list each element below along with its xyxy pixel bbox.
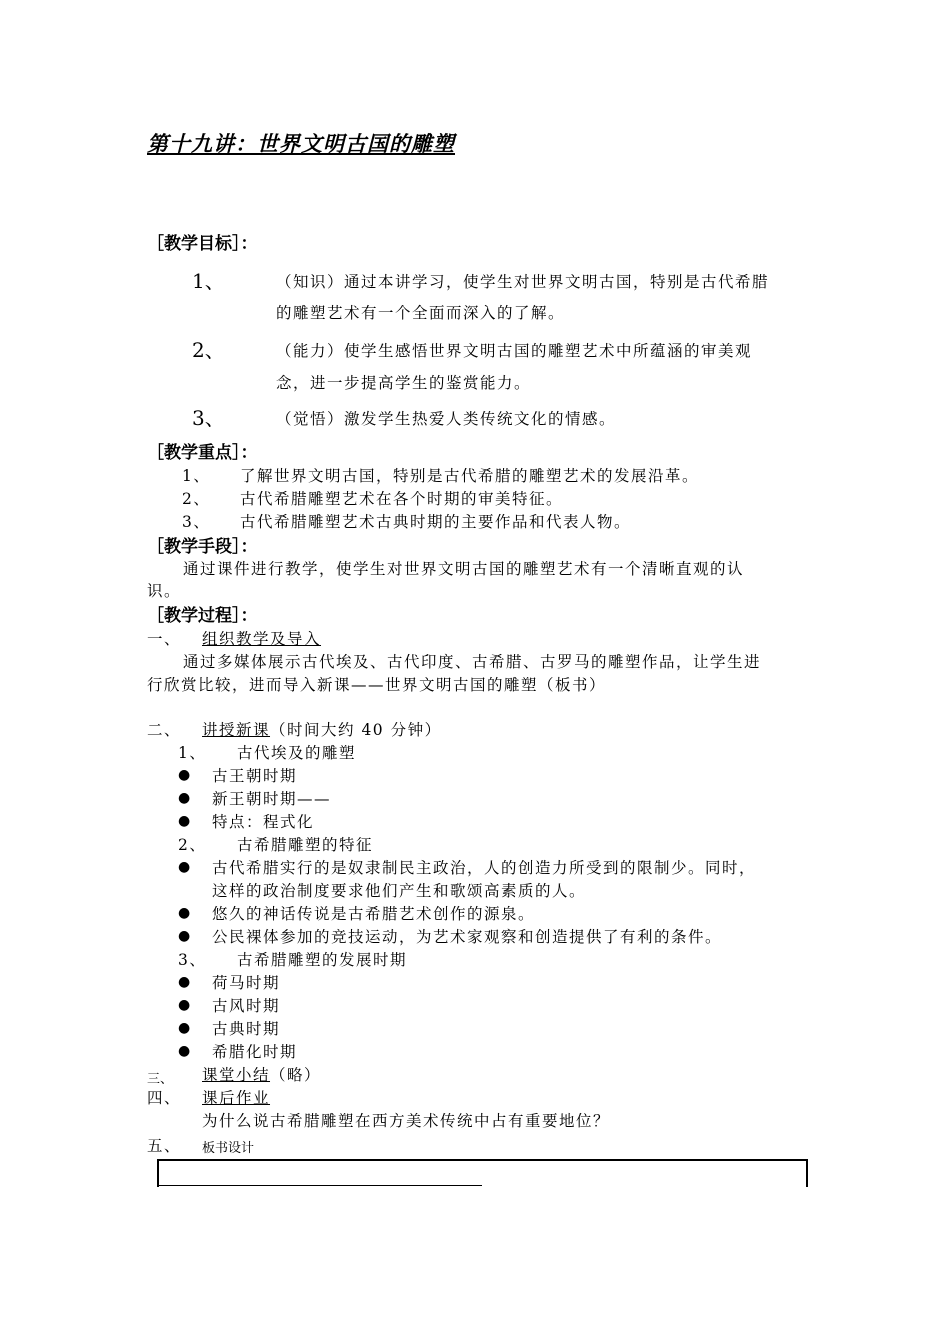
objective-text: （知识）通过本讲学习，使学生对世界文明古国，特别是古代希腊	[276, 273, 770, 291]
keypoint-text: 了解世界文明古国，特别是古代希腊的雕塑艺术的发展沿革。	[240, 467, 700, 485]
section-title: 课后作业	[202, 1089, 271, 1107]
bullet-icon: ●	[178, 928, 191, 944]
page-title: 第十九讲：世界文明古国的雕塑	[147, 131, 455, 156]
keypoint-number: 3、	[182, 513, 211, 531]
section-text: 通过多媒体展示古代埃及、古代印度、古希腊、古罗马的雕塑作品，让学生进	[183, 653, 762, 671]
process-heading: ［教学过程］：	[147, 606, 258, 626]
objective-text: （能力）使学生感悟世界文明古国的雕塑艺术中所蕴涵的审美观	[276, 342, 753, 360]
subsection-number: 3、	[178, 951, 207, 969]
section-number: 一、	[147, 630, 182, 648]
section-title: 板书设计	[202, 1141, 255, 1156]
bullet-text: 特点：程式化	[212, 813, 315, 831]
section-number: 二、	[147, 721, 182, 739]
objectives-heading: ［教学目标］：	[147, 234, 258, 254]
board-design-underline	[157, 1185, 482, 1186]
section-number: 三、	[147, 1072, 174, 1087]
bullet-icon: ●	[178, 997, 191, 1013]
section-text: 为什么说古希腊雕塑在西方美术传统中占有重要地位？	[202, 1112, 611, 1130]
objective-number: 3、	[192, 406, 225, 430]
subsection-title: 古希腊雕塑的特征	[237, 836, 374, 854]
section-title: 组织教学及导入	[202, 630, 322, 648]
section-note: （略）	[270, 1066, 322, 1084]
subsection-number: 2、	[178, 836, 207, 854]
section-title-row	[202, 1064, 321, 1086]
bullet-text: 这样的政治制度要求他们产生和歌颂高素质的人。	[212, 882, 587, 900]
bullet-text: 荷马时期	[212, 974, 281, 992]
objective-number: 1、	[192, 269, 225, 293]
bullet-text: 古风时期	[212, 997, 281, 1015]
keypoint-text: 古代希腊雕塑艺术在各个时期的审美特征。	[240, 490, 564, 508]
methods-heading: ［教学手段］：	[147, 537, 258, 557]
subsection-number: 1、	[178, 744, 207, 762]
keypoint-number: 2、	[182, 490, 211, 508]
keypoint-number: 1、	[182, 467, 211, 485]
bullet-text: 古王朝时期	[212, 767, 298, 785]
bullet-text: 古典时期	[212, 1020, 281, 1038]
bullet-text: 新王朝时期——	[212, 790, 332, 808]
section-number: 五、	[147, 1137, 182, 1155]
section-number: 四、	[147, 1089, 182, 1107]
methods-text: 识。	[147, 582, 182, 600]
section-text: 行欣赏比较，进而导入新课——世界文明古国的雕塑（板书）	[147, 676, 607, 694]
board-design-box	[157, 1159, 808, 1187]
bullet-icon: ●	[178, 974, 191, 990]
objective-number: 2、	[192, 338, 225, 362]
bullet-text: 公民裸体参加的竞技运动，为艺术家观察和创造提供了有利的条件。	[212, 928, 723, 946]
methods-text: 通过课件进行教学，使学生对世界文明古国的雕塑艺术有一个清晰直观的认	[183, 560, 745, 578]
bullet-icon: ●	[178, 790, 191, 806]
section-title: 讲授新课	[202, 721, 271, 739]
bullet-text: 古代希腊实行的是奴隶制民主政治，人的创造力所受到的限制少。同时，	[212, 859, 757, 877]
section-note: （时间大约 40 分钟）	[270, 721, 442, 739]
section-title: 课堂小结	[202, 1066, 271, 1084]
keypoint-text: 古代希腊雕塑艺术古典时期的主要作品和代表人物。	[240, 513, 632, 531]
objective-text: 念，进一步提高学生的鉴赏能力。	[276, 374, 532, 392]
bullet-icon: ●	[178, 813, 191, 829]
objective-text: （觉悟）激发学生热爱人类传统文化的情感。	[276, 410, 617, 428]
bullet-text: 悠久的神话传说是古希腊艺术创作的源泉。	[212, 905, 536, 923]
bullet-text: 希腊化时期	[212, 1043, 298, 1061]
bullet-icon: ●	[178, 1020, 191, 1036]
objective-text: 的雕塑艺术有一个全面而深入的了解。	[276, 304, 566, 322]
bullet-icon: ●	[178, 859, 191, 875]
section-title-row	[202, 719, 442, 741]
subsection-title: 古希腊雕塑的发展时期	[237, 951, 408, 969]
keypoints-heading: ［教学重点］：	[147, 443, 258, 463]
bullet-icon: ●	[178, 905, 191, 921]
bullet-icon: ●	[178, 1043, 191, 1059]
bullet-icon: ●	[178, 767, 191, 783]
subsection-title: 古代埃及的雕塑	[237, 744, 357, 762]
